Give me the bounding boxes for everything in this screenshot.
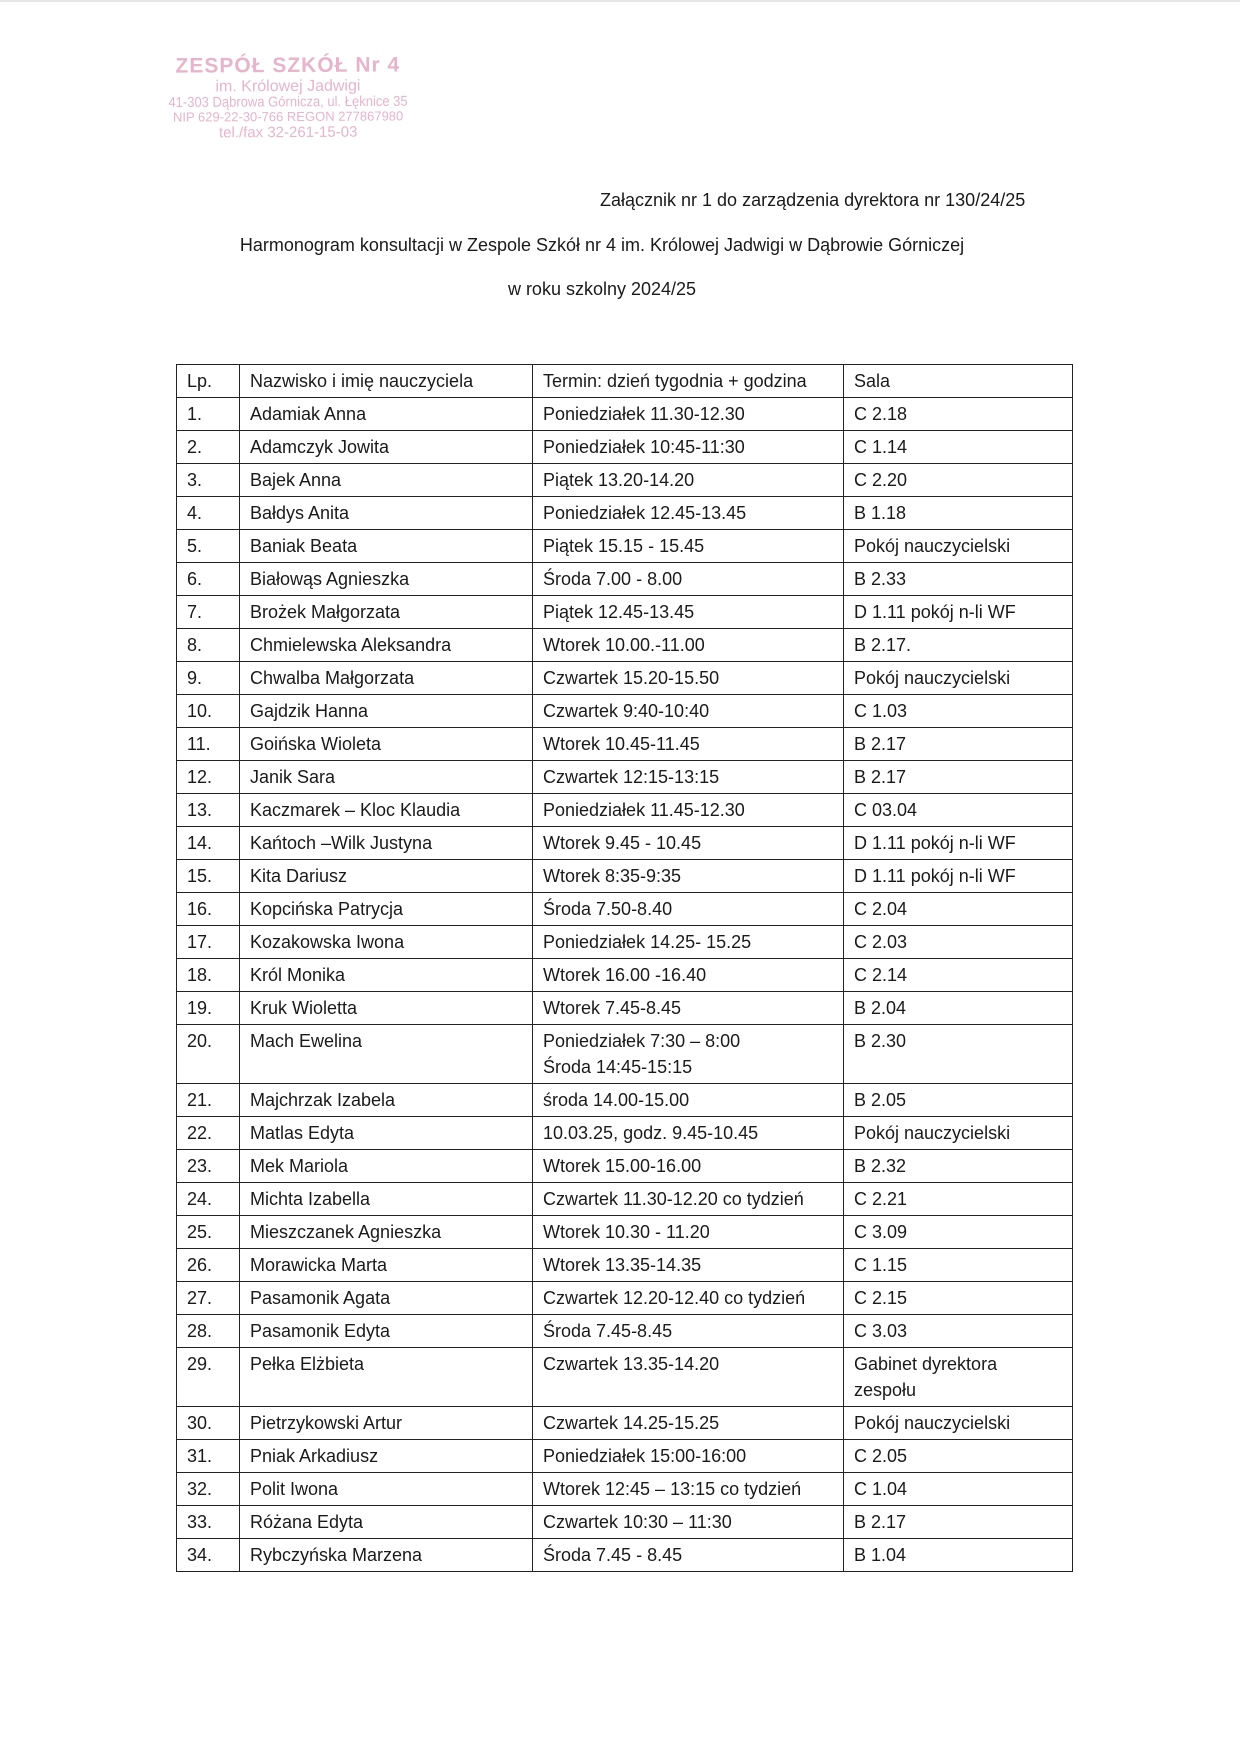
cell-teacher-name: Brożek Małgorzata xyxy=(240,596,533,629)
cell-lp: 29. xyxy=(177,1348,240,1407)
cell-term: Środa 7.00 - 8.00 xyxy=(533,563,844,596)
table-row xyxy=(177,1315,1073,1348)
cell-term: Wtorek 15.00-16.00 xyxy=(533,1150,844,1183)
cell-room: B 2.04 xyxy=(844,992,1073,1025)
cell-lp: 8. xyxy=(177,629,240,662)
cell-room: B 2.17. xyxy=(844,629,1073,662)
table-row xyxy=(177,1506,1073,1539)
cell-teacher-name: Goińska Wioleta xyxy=(240,728,533,761)
cell-teacher-name: Chmielewska Aleksandra xyxy=(240,629,533,662)
cell-room: C 3.09 xyxy=(844,1216,1073,1249)
cell-teacher-name: Białowąs Agnieszka xyxy=(240,563,533,596)
cell-teacher-name: Janik Sara xyxy=(240,761,533,794)
cell-room: C 1.15 xyxy=(844,1249,1073,1282)
table-row xyxy=(177,860,1073,893)
cell-term: 10.03.25, godz. 9.45-10.45 xyxy=(533,1117,844,1150)
cell-teacher-name: Bałdys Anita xyxy=(240,497,533,530)
cell-lp: 26. xyxy=(177,1249,240,1282)
table-row xyxy=(177,563,1073,596)
table-row xyxy=(177,1348,1073,1407)
table-header-row xyxy=(177,365,1073,398)
cell-teacher-name: Polit Iwona xyxy=(240,1473,533,1506)
cell-lp: 5. xyxy=(177,530,240,563)
cell-room: Pokój nauczycielski xyxy=(844,1117,1073,1150)
cell-lp: 17. xyxy=(177,926,240,959)
cell-room: C 2.03 xyxy=(844,926,1073,959)
header-cell-lp: Lp. xyxy=(177,365,240,398)
cell-room: C 3.03 xyxy=(844,1315,1073,1348)
table-row xyxy=(177,1473,1073,1506)
table-row xyxy=(177,1282,1073,1315)
table-row xyxy=(177,926,1073,959)
cell-lp: 15. xyxy=(177,860,240,893)
cell-teacher-name: Matlas Edyta xyxy=(240,1117,533,1150)
cell-room: C 2.14 xyxy=(844,959,1073,992)
cell-lp: 28. xyxy=(177,1315,240,1348)
cell-lp: 21. xyxy=(177,1084,240,1117)
cell-term: Środa 7.50-8.40 xyxy=(533,893,844,926)
cell-lp: 14. xyxy=(177,827,240,860)
stamp-line: 41-303 Dąbrowa Górnicza, ul. Łęknice 35 xyxy=(168,92,408,111)
cell-teacher-name: Król Monika xyxy=(240,959,533,992)
cell-teacher-name: Baniak Beata xyxy=(240,530,533,563)
document-title: Harmonogram konsultacji w Zespole Szkół nr 4 im. Królowej Jadwigi w Dąbrowie Górniczej xyxy=(239,235,965,255)
cell-room: B 2.17 xyxy=(844,1506,1073,1539)
cell-lp: 3. xyxy=(177,464,240,497)
cell-term: Czwartek 13.35-14.20 xyxy=(533,1348,844,1407)
cell-lp: 22. xyxy=(177,1117,240,1150)
cell-room: C 2.15 xyxy=(844,1282,1073,1315)
cell-room: B 1.04 xyxy=(844,1539,1073,1572)
cell-term: Poniedziałek 12.45-13.45 xyxy=(533,497,844,530)
cell-room: C 1.04 xyxy=(844,1473,1073,1506)
cell-room: C 2.18 xyxy=(844,398,1073,431)
cell-term: Poniedziałek 15:00-16:00 xyxy=(533,1440,844,1473)
cell-lp: 7. xyxy=(177,596,240,629)
cell-teacher-name: Morawicka Marta xyxy=(240,1249,533,1282)
cell-room: C 1.03 xyxy=(844,695,1073,728)
table-row xyxy=(177,1216,1073,1249)
table-body xyxy=(177,398,1073,1572)
cell-room: C 03.04 xyxy=(844,794,1073,827)
table-row xyxy=(177,761,1073,794)
stamp-line: ZESPÓŁ SZKÓŁ Nr 4 xyxy=(175,53,401,78)
cell-lp: 1. xyxy=(177,398,240,431)
cell-lp: 6. xyxy=(177,563,240,596)
cell-term: Poniedziałek 11.30-12.30 xyxy=(533,398,844,431)
cell-room: C 2.21 xyxy=(844,1183,1073,1216)
stamp-line: NIP 629-22-30-766 REGON 277867980 xyxy=(172,108,404,125)
cell-lp: 33. xyxy=(177,1506,240,1539)
cell-term: Wtorek 8:35-9:35 xyxy=(533,860,844,893)
cell-teacher-name: Mek Mariola xyxy=(240,1150,533,1183)
cell-lp: 12. xyxy=(177,761,240,794)
header-cell-room: Sala xyxy=(844,365,1073,398)
table-row xyxy=(177,992,1073,1025)
cell-term: Środa 7.45-8.45 xyxy=(533,1315,844,1348)
cell-teacher-name: Pełka Elżbieta xyxy=(240,1348,533,1407)
cell-room: B 2.17 xyxy=(844,728,1073,761)
cell-room: B 2.05 xyxy=(844,1084,1073,1117)
table-row xyxy=(177,695,1073,728)
cell-teacher-name: Bajek Anna xyxy=(240,464,533,497)
school-stamp xyxy=(158,53,418,142)
cell-teacher-name: Adamczyk Jowita xyxy=(240,431,533,464)
table-row xyxy=(177,464,1073,497)
table-row xyxy=(177,1183,1073,1216)
cell-term: Piątek 13.20-14.20 xyxy=(533,464,844,497)
cell-room: B 1.18 xyxy=(844,497,1073,530)
cell-room: C 2.05 xyxy=(844,1440,1073,1473)
table-row xyxy=(177,1025,1073,1084)
cell-term: środa 14.00-15.00 xyxy=(533,1084,844,1117)
cell-term: Wtorek 10.45-11.45 xyxy=(533,728,844,761)
cell-teacher-name: Michta Izabella xyxy=(240,1183,533,1216)
table-row xyxy=(177,629,1073,662)
table-row xyxy=(177,497,1073,530)
cell-teacher-name: Kruk Wioletta xyxy=(240,992,533,1025)
table-row xyxy=(177,1117,1073,1150)
cell-term: Czwartek 14.25-15.25 xyxy=(533,1407,844,1440)
table-row xyxy=(177,662,1073,695)
cell-lp: 19. xyxy=(177,992,240,1025)
cell-room: Pokój nauczycielski xyxy=(844,1407,1073,1440)
table-row xyxy=(177,530,1073,563)
cell-lp: 13. xyxy=(177,794,240,827)
cell-room: B 2.33 xyxy=(844,563,1073,596)
cell-teacher-name: Mieszczanek Agnieszka xyxy=(240,1216,533,1249)
table-row xyxy=(177,1440,1073,1473)
cell-term: Wtorek 10.00.-11.00 xyxy=(533,629,844,662)
cell-room: Gabinet dyrektora zespołu xyxy=(844,1348,1073,1407)
cell-room: B 2.30 xyxy=(844,1025,1073,1084)
table-row xyxy=(177,1084,1073,1117)
cell-lp: 18. xyxy=(177,959,240,992)
cell-teacher-name: Majchrzak Izabela xyxy=(240,1084,533,1117)
cell-term: Czwartek 9:40-10:40 xyxy=(533,695,844,728)
cell-teacher-name: Kopcińska Patrycja xyxy=(240,893,533,926)
cell-room: D 1.11 pokój n-li WF xyxy=(844,860,1073,893)
table-row xyxy=(177,1539,1073,1572)
cell-lp: 30. xyxy=(177,1407,240,1440)
stamp-line: im. Królowej Jadwigi xyxy=(215,77,361,95)
table-row xyxy=(177,431,1073,464)
cell-lp: 4. xyxy=(177,497,240,530)
cell-term: Piątek 15.15 - 15.45 xyxy=(533,530,844,563)
table-row xyxy=(177,398,1073,431)
table-row xyxy=(177,1150,1073,1183)
cell-teacher-name: Pniak Arkadiusz xyxy=(240,1440,533,1473)
cell-term: Poniedziałek 10:45-11:30 xyxy=(533,431,844,464)
cell-teacher-name: Kita Dariusz xyxy=(240,860,533,893)
cell-lp: 24. xyxy=(177,1183,240,1216)
cell-term: Czwartek 12:15-13:15 xyxy=(533,761,844,794)
stamp-line: tel./fax 32-261-15-03 xyxy=(218,123,358,141)
cell-room: C 2.20 xyxy=(844,464,1073,497)
cell-teacher-name: Pietrzykowski Artur xyxy=(240,1407,533,1440)
cell-lp: 20. xyxy=(177,1025,240,1084)
cell-term: Czwartek 15.20-15.50 xyxy=(533,662,844,695)
cell-term: Wtorek 13.35-14.35 xyxy=(533,1249,844,1282)
table-row xyxy=(177,794,1073,827)
header-cell-name: Nazwisko i imię nauczyciela xyxy=(240,365,533,398)
cell-teacher-name: Gajdzik Hanna xyxy=(240,695,533,728)
cell-teacher-name: Pasamonik Edyta xyxy=(240,1315,533,1348)
cell-lp: 32. xyxy=(177,1473,240,1506)
cell-lp: 31. xyxy=(177,1440,240,1473)
cell-room: Pokój nauczycielski xyxy=(844,662,1073,695)
cell-term: Czwartek 12.20-12.40 co tydzień xyxy=(533,1282,844,1315)
cell-lp: 10. xyxy=(177,695,240,728)
table-row xyxy=(177,596,1073,629)
cell-teacher-name: Różana Edyta xyxy=(240,1506,533,1539)
cell-teacher-name: Chwalba Małgorzata xyxy=(240,662,533,695)
table-row xyxy=(177,1249,1073,1282)
scan-edge xyxy=(0,0,1240,10)
consultation-schedule-table xyxy=(176,364,1073,1572)
cell-lp: 9. xyxy=(177,662,240,695)
cell-term: Wtorek 10.30 - 11.20 xyxy=(533,1216,844,1249)
cell-term: Wtorek 9.45 - 10.45 xyxy=(533,827,844,860)
cell-term: Poniedziałek 7:30 – 8:00 Środa 14:45-15:15 xyxy=(533,1025,844,1084)
cell-term: Wtorek 16.00 -16.40 xyxy=(533,959,844,992)
cell-teacher-name: Kańtoch –Wilk Justyna xyxy=(240,827,533,860)
table-row xyxy=(177,1407,1073,1440)
cell-term: Czwartek 11.30-12.20 co tydzień xyxy=(533,1183,844,1216)
cell-lp: 23. xyxy=(177,1150,240,1183)
document-subtitle: w roku szkolny 2024/25 xyxy=(507,279,697,299)
cell-lp: 11. xyxy=(177,728,240,761)
cell-room: C 2.04 xyxy=(844,893,1073,926)
attachment-note: Załącznik nr 1 do zarządzenia dyrektora nr 130/24/25 xyxy=(600,190,1026,210)
cell-teacher-name: Kozakowska Iwona xyxy=(240,926,533,959)
cell-term: Środa 7.45 - 8.45 xyxy=(533,1539,844,1572)
cell-room: D 1.11 pokój n-li WF xyxy=(844,827,1073,860)
cell-term: Poniedziałek 11.45-12.30 xyxy=(533,794,844,827)
table-row xyxy=(177,728,1073,761)
cell-room: B 2.17 xyxy=(844,761,1073,794)
header-cell-term: Termin: dzień tygodnia + godzina xyxy=(533,365,844,398)
cell-room: D 1.11 pokój n-li WF xyxy=(844,596,1073,629)
cell-room: Pokój nauczycielski xyxy=(844,530,1073,563)
cell-lp: 27. xyxy=(177,1282,240,1315)
cell-term: Wtorek 7.45-8.45 xyxy=(533,992,844,1025)
cell-room: B 2.32 xyxy=(844,1150,1073,1183)
cell-teacher-name: Pasamonik Agata xyxy=(240,1282,533,1315)
cell-teacher-name: Adamiak Anna xyxy=(240,398,533,431)
cell-term: Czwartek 10:30 – 11:30 xyxy=(533,1506,844,1539)
cell-teacher-name: Rybczyńska Marzena xyxy=(240,1539,533,1572)
cell-lp: 16. xyxy=(177,893,240,926)
table-row xyxy=(177,893,1073,926)
cell-lp: 2. xyxy=(177,431,240,464)
cell-lp: 34. xyxy=(177,1539,240,1572)
cell-lp: 25. xyxy=(177,1216,240,1249)
table-row xyxy=(177,959,1073,992)
cell-term: Wtorek 12:45 – 13:15 co tydzień xyxy=(533,1473,844,1506)
cell-term: Poniedziałek 14.25- 15.25 xyxy=(533,926,844,959)
table-row xyxy=(177,827,1073,860)
cell-term: Piątek 12.45-13.45 xyxy=(533,596,844,629)
cell-teacher-name: Kaczmarek – Kloc Klaudia xyxy=(240,794,533,827)
cell-teacher-name: Mach Ewelina xyxy=(240,1025,533,1084)
cell-room: C 1.14 xyxy=(844,431,1073,464)
